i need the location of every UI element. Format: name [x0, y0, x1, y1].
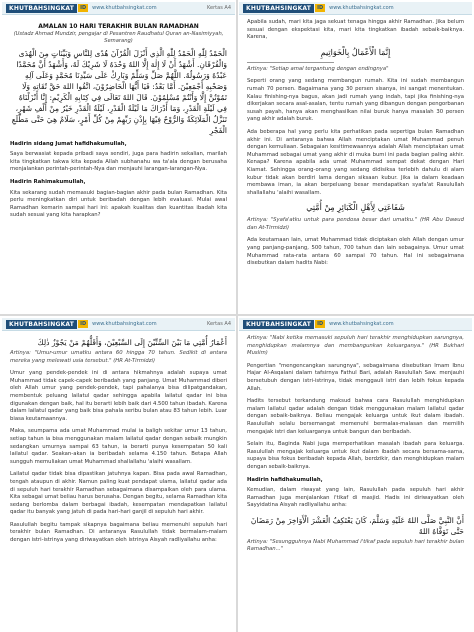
site-logo: KHUTBAHSINGKAT: [243, 320, 314, 329]
paragraph: Umur yang pendek-pendek ini di antara hikmahnya adalah supaya umat Muhammad tidak capek-capek beribadah yang panjang. Umat Muhammad diberi oleh Allah umur yang pendek-pendek, tapi pahalanya bisa dilipatgandakan, membentuk peluang lailatul qadar sehingga apabila lailatul qadar ini bisa digunakan dengan baik, hal itu berarti lebih baik dari 4.500 tahun ibadah. Karena dalam lailatul qadar yang baik bisa pahala seribu bulan atau 83 tahun lebih. Luar biasa keutamaannya.: [10, 370, 227, 422]
paragraph: Kemudian, dalam riwayat yang lain, Rasulullah pada sepuluh hari akhir Ramadhan juga menjalankan i'tikaf di masjid. Hadis ini diriwayatkan oleh Sayyidatina Aisyah radliyallahu anha:: [247, 487, 464, 509]
hadith-translation: Artinya: "Nabi ketika memasuki sepuluh hari terakhir menghidupkan sarungnya, menghidupkan malamnya dan membangunkan keluarganya." (HR Bukhari Muslim): [247, 335, 464, 357]
paragraph: Maka, seumpama ada umat Muhammad mulai ia baligh sekitar umur 13 tahun, setiap tahun ia bisa menggunakan malam lailatul qadar dengan sebaik mungkin sedangkan umurnya sampai 63 tahun, ia berarti punya kesempatan 50 kali lailatul qadar. Seakan-akan ia beribadah selama 4.150 tahun. Betapa Allah sungguh memuliakan umat Muhammad shallallahu 'alaihi wasallam.: [10, 428, 227, 465]
page-header: [239, 318, 472, 331]
site-url[interactable]: www.khutbahsingkat.com: [92, 321, 157, 327]
site-url[interactable]: www.khutbahsingkat.com: [329, 5, 394, 11]
site-logo: KHUTBAHSINGKAT: [243, 4, 314, 13]
page-body: [239, 331, 472, 561]
logo-badge: ID: [317, 321, 324, 327]
paragraph: Apabila sudah, mari kita jaga sekuat tenaga hingga akhir Ramadhan. Jika belum sesuai dengan ekspektasi kita, mari kita tingkatkan ibadah sebaik-baiknya. Karena,: [247, 19, 464, 41]
paragraph: Selain itu, Baginda Nabi juga memperhatikan masalah ibadah para keluarga. Rasulullah mengajak keluarga untuk ikut dalam ibadah secara bersama-sama, supaya bisa fokus beribadah kepada Allah, berdzikir, dan menghidupkan malam dengan sebaik-baiknya.: [247, 441, 464, 470]
paragraph: Pengertian "mengencangkan sarungnya", sebagaimana disebutkan Imam Ibnu Hajar Al-Asqalani dalam tafsirnya Fathul Bari, adalah Rasulullah Saw. menjauhi bersetubuh dengan istri-istrinya, tidak menggauli istri dan lebih fokus kepada Allah.: [247, 362, 464, 392]
page-bottom-right: [239, 318, 472, 630]
site-logo: KHUTBAHSINGKAT: [6, 4, 77, 13]
article-author: (Ustadz Ahmad Mundzir, pengajar di Pesantren Raudhatul Quran an-Nasimiyyah, Semarang): [13, 30, 224, 44]
paragraph: Saya berwasiat kepada pribadi saya sendiri, juga para hadirin sekalian, marilah kita tingkatkan takwa kita kepada Allah subhanahu wa ta'ala dengan berusaha menjalankan perintah-perintah-Nya dan menjauhi larangan-larangan-Nya.: [10, 151, 227, 173]
paragraph: Lailatul qadar tidak bisa dipastikan jatuhnya kapan. Bisa pada awal Ramadhan, tengah ataupun di akhir. Namun paling kuat pendapat ulama, lailatul qadar ada di sepuluh hari terakhir Ramadhan sebagaimana disampaikan oleh para ulama. Kita sebagai umat beliau harus berusaha. Dengan begitu, selama Ramadhan kita sedang berlomba dalam berbagai ibadah, kesempatan mendapatkan lailatul qadar itu banyak yang jatuh di pada hari-hari ganjil di sepuluh hari akhir.: [10, 471, 227, 516]
paragraph: Hadits tersebut terkandung maksud bahwa cara Rasulullah menghidupkan malam lailatul qadar adalah dengan tidak menggunakan malam lailatul qadar dengan sebaik-baiknya. Beliau mengajak keluarga untuk ikut dalam ibadah. Rasulullah selalu bersemangat memenuhi bermalas-malasan dan memilih mengajak istri dan keluarganya untuk bangun dan beribadah.: [247, 398, 464, 435]
article-title: AMALAN 10 HARI TERAKHIR BULAN RAMADHAN: [38, 23, 199, 30]
page-top-left: [2, 2, 235, 314]
hadith-translation: Artinya: "Syafa'atku untuk para pendosa besar dari umatku." (HR Abu Dawud dan At-Tirmidzi): [247, 217, 464, 231]
site-logo: KHUTBAHSINGKAT: [6, 320, 77, 329]
arabic-opening: الْحَمْدُ لِلّٰهِ الْحَمْدُ لِلّٰهِ الَّذِي أَنْزَلَ الْقُرْآنَ هُدًى لِلنَّاسِ وَبَيِّنَاتٍ مِنَ الْهُدَى وَالْفُرْقَانِ. أَشْهَدُ أَنْ لَا إِلٰهَ إِلَّا اللهُ وَحْدَهُ لَا شَرِيْكَ لَهُ، وَأَشْهَدُ أَنَّ مُحَمَّدًا عَبْدُهُ وَرَسُولُهُ. اللَّهُمَّ صَلِّ وَسَلِّمْ وَبَارِكْ عَلَى سَيِّدِنَا مُحَمَّدٍ وَعَلَى آلِهِ وَصَحْبِهِ أَجْمَعِيْنَ. أَمَّا بَعْدُ: فَيَا أَيُّهَا الْحَاضِرُوْنَ، اتَّقُوا اللهَ حَقَّ تُقَاتِهِ وَلَا تَمُوْتُنَّ إِلَّا وَأَنْتُمْ مُسْلِمُوْنَ. قَالَ اللهُ تَعَالَى فِي كِتَابِهِ الْكَرِيْمِ: إِنَّا أَنْزَلْنَاهُ فِي لَيْلَةِ الْقَدْرِ، وَمَا أَدْرَاكَ مَا لَيْلَةُ الْقَدْرِ، لَيْلَةُ الْقَدْرِ خَيْرٌ مِنْ أَلْفِ شَهْرٍ، تَنَزَّلُ الْمَلَائِكَةُ وَالرُّوْحُ فِيْهَا بِإِذْنِ رَبِّهِمْ مِنْ كُلِّ أَمْرٍ، سَلَامٌ هِيَ حَتَّى مَطْلَعِ الْفَجْرِ: [11, 48, 227, 135]
paragraph: Seperti orang yang sedang membangun rumah. Kita ini sudah membangun rumah 70 persen. Bagaimana yang 30 persen sisanya, ini sangat menentukan. Kalau finishing-nya bagus, akan jadi rumah yang indah, tapi jika finishing-nya dikerjakan secara asal-asalan, tentu rumah yang dibangun dengan pengorbanan susah payah, hanya akan menghasilkan nilai buruk hanya masalah 30 persen yang akhir adalah buruk.: [247, 78, 464, 123]
page-body: [2, 15, 235, 227]
translation: Artinya: "Setiap amal tergantung dengan endingnya": [247, 65, 389, 72]
logo-badge: ID: [317, 5, 324, 11]
section-heading: Hadirin Rahimakumullah,: [10, 178, 86, 185]
paper-label: Kertas A4: [207, 321, 231, 327]
page-header: [239, 2, 472, 15]
hadith-arabic: أَعْمَارُ أُمَّتِي مَا بَيْنَ السِّتِّيْنَ إِلَى السَّبْعِيْنَ، وَأَقَلُّهُمْ مَنْ يَجُوْزُ ذٰلِكَ: [37, 338, 227, 347]
separator-line: [247, 62, 334, 63]
arabic-quote: إِنَّمَا الْأَعْمَالُ بِالْخَوَاتِيمِ: [320, 47, 391, 57]
page-header: [2, 2, 235, 15]
hadith-arabic: شَفَاعَتِي لِأَهْلِ الْكَبَائِرِ مِنْ أُمَّتِي: [306, 203, 405, 213]
hadith-translation: Artinya: "Umur-umur umatku antara 60 hingga 70 tahun. Sedikit di antara mereka yang melewati usia tersebut." (HR At-Tirmidzi): [10, 350, 227, 364]
page-body: [2, 331, 235, 552]
section-heading: Hadirin sidang Jumat hafidhakumullah,: [10, 140, 127, 147]
site-url[interactable]: www.khutbahsingkat.com: [92, 5, 157, 11]
page-divider-vertical: [236, 0, 238, 632]
paper-label: Kertas A4: [207, 5, 231, 11]
paragraph: Rasulullah begitu tampak sikapnya bagaimana beliau memenuhi sepuluh hari terakhir bulan Ramadhan. Di antaranya Rasulullah tidak bermalam-malam dengan istri-istrinya yang diriwayatkan oleh istrinya Aisyah radliyallahu anha:: [10, 521, 227, 544]
hadith-translation: Artinya: "Sesungguhnya Nabi Muhammad i'tikaf pada sepuluh hari terakhir bulan Ramadhan...": [247, 538, 464, 553]
page-bottom-left: [2, 318, 235, 630]
page-header: [2, 318, 235, 331]
paragraph: Ada keutamaan lain, umat Muhammad tidak diciptakan oleh Allah dengan umur yang panjang-panjang, 500 tahun, 700 tahun dan lain sebagainya. Umur umat Muhammad rata-rata antara 60 sampai 70 tahun. Hal ini sebagaimana disebutkan dalam hadits Nabi:: [247, 237, 464, 267]
paragraph: Kita sekarang sudah memasuki bagian-bagian akhir pada bulan Ramadhan. Kita perlu meningkatkan diri untuk beribadah dengan lebih evaluasi. Mulai awal Ramadhan kemarin sampai hari ini: apakah kualitas dan kuantitas ibadah kita sudah sesuai yang kita harapkan?: [10, 189, 227, 219]
section-heading: Hadirin hafidhakumullah,: [247, 476, 323, 483]
page-body: [239, 15, 472, 275]
logo-badge: ID: [80, 5, 87, 11]
logo-badge: ID: [80, 321, 87, 327]
page-top-right: [239, 2, 472, 314]
hadith-arabic: أَنَّ النَّبِيَّ صَلَّى اللهُ عَلَيْهِ وَسَلَّمَ، كَانَ يَعْتَكِفُ الْعَشْرَ الْأَوَاخِرَ مِنْ رَمَضَانَ حَتَّى تَوَفَّاهُ اللهُ: [250, 515, 464, 536]
site-url[interactable]: www.khutbahsingkat.com: [329, 321, 394, 327]
paragraph: Ada beberapa hal yang perlu kita perhatikan pada sepertiga bulan Ramadhan akhir ini. Di antaranya bahwa Allah menciptakan umat Muhammad penuh dengan kemuliaan. Sebagaian kesitimewaannya adalah Allah menciptakan umat Muhammad sebagai umat yang akhir di muka bumi ini pada bagian paling akhir. Kenapa? Karena apabila ada umat Muhammad sempat dekat dengan Hari Kiamat. Sehingga orang-orang yang sedang didisiksa terlebih dahulu di alam kubur tidak akan berdiri lama dengan siksaan kubur. Jika ia dalam keadaan membawa iman, ia akan berpeluang besar mendapatkan syafa'at Rasulullah shallallahu 'alaihi wasallam.: [247, 128, 464, 196]
